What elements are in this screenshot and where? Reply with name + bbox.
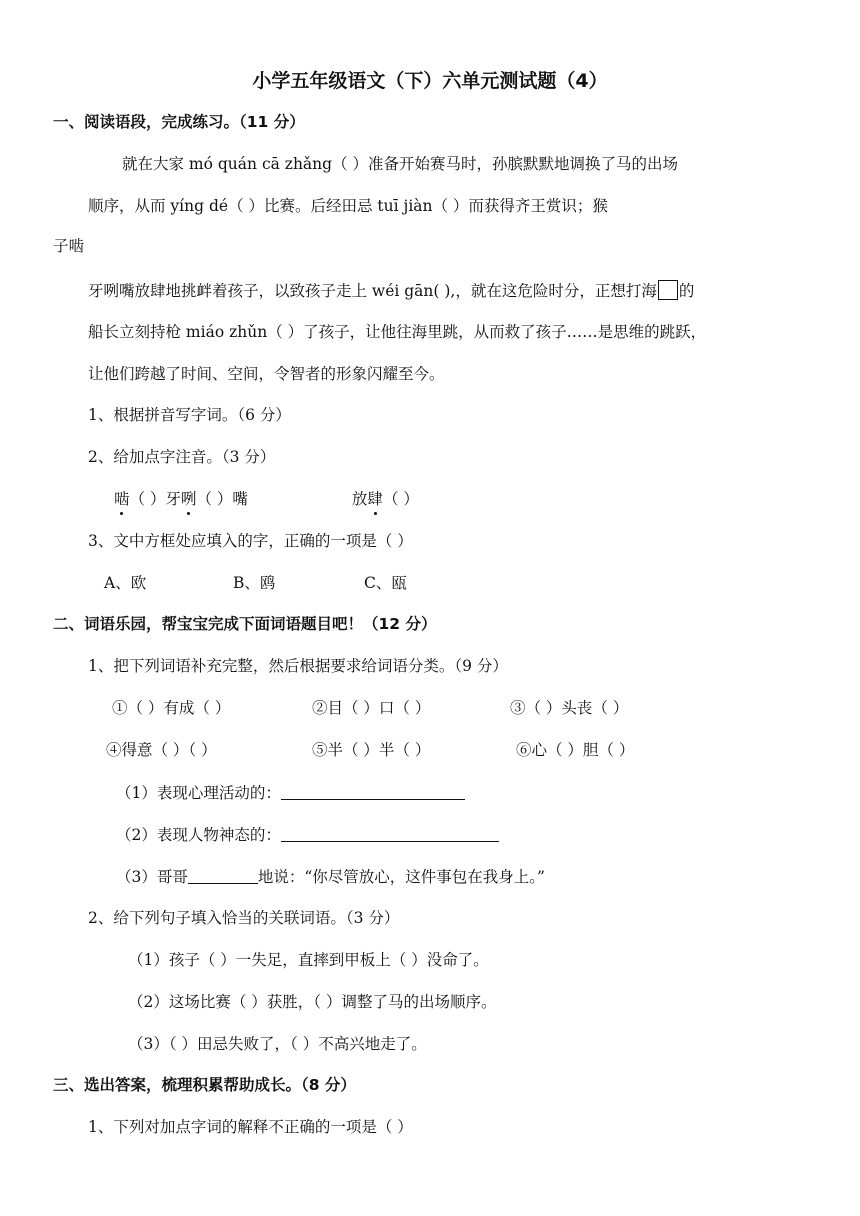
question-1-2: 2、给加点字注音。（3 分） <box>88 448 276 466</box>
page-title: 小学五年级语文（下）六单元测试题（4） <box>252 70 608 92</box>
category-1 <box>116 783 465 803</box>
category-2-label: （2）表现人物神态的： <box>116 826 281 844</box>
choice-a: A、欧 <box>104 574 147 592</box>
answer-line-3 <box>188 867 258 884</box>
sentence-2: （2）这场比赛（ ）获胜，（ ）调整了马的出场顺序。 <box>128 993 497 1011</box>
passage-line-4-text: 牙咧嘴放肆地挑衅着孩子，以致孩子走上 wéi gān( ),，就在这危险时分，正想打海 <box>88 282 657 300</box>
question-1-3: 3、文中方框处应填入的字，正确的一项是（ ） <box>88 532 413 550</box>
choice-b: B、鸥 <box>233 574 276 592</box>
pinyin-blank-3: （ ） <box>382 490 419 508</box>
passage-line-2: 顺序，从而 yíng dé（ ）比赛。后经田忌 tuī jiàn（ ）而获得齐王赏识；猴 <box>88 197 608 215</box>
category-3-text: 地说：“你尽管放心，这件事包在我身上。” <box>257 868 545 886</box>
idiom-6: ⑥心（ ）胆（ ） <box>516 741 635 759</box>
question-2-1: 1、把下列词语补充完整，然后根据要求给词语分类。（9 分） <box>88 657 508 675</box>
fill-in-box <box>658 280 678 300</box>
category-3-label: （3）哥哥 <box>116 868 188 886</box>
idiom-3: ③（ ）头丧（ ） <box>510 699 629 717</box>
answer-line-1 <box>281 783 465 800</box>
passage-line-1: 就在大家 mó quán cā zhǎng（ ）准备开始赛马时，孙膑默默地调换了马的出场 <box>122 155 679 173</box>
question-3-1: 1、下列对加点字词的解释不正确的一项是（ ） <box>88 1118 413 1136</box>
choice-c: C、瓯 <box>364 574 407 592</box>
passage-line-4-end: 的 <box>678 282 695 300</box>
section-1-heading: 一、阅读语段，完成练习。（11 分） <box>53 113 305 131</box>
sentence-1: （1）孩子（ ）一失足，直摔到甲板上（ ）没命了。 <box>128 951 489 969</box>
passage-line-4 <box>88 280 694 301</box>
category-2 <box>116 825 499 845</box>
idiom-5: ⑤半（ ）半（ ） <box>312 741 431 759</box>
question-1-1: 1、根据拼音写字词。（6 分） <box>88 406 291 424</box>
answer-line-2 <box>281 825 499 842</box>
section-3-heading: 三、选出答案，梳理积累帮助成长。（8 分） <box>53 1076 356 1094</box>
idiom-2: ②目（ ）口（ ） <box>312 699 431 717</box>
idiom-4: ④得意（ ）（ ） <box>106 741 217 759</box>
pinyin-answer-row <box>114 489 419 509</box>
passage-line-3: 子啮 <box>53 237 85 255</box>
sentence-3: （3）（ ）田忌失败了，（ ）不高兴地走了。 <box>128 1035 427 1053</box>
category-1-label: （1）表现心理活动的： <box>116 784 281 802</box>
pinyin-blank-2: （ ）嘴 <box>196 490 248 508</box>
pinyin-blank-1: （ ）牙 <box>129 490 181 508</box>
dotted-char-3: 肆 <box>367 490 383 508</box>
section-2-heading: 二、词语乐园，帮宝宝完成下面词语题目吧！（12 分） <box>53 615 437 633</box>
passage-line-6: 让他们跨越了时间、空间，令智者的形象闪耀至今。 <box>88 365 445 383</box>
word-start: 放 <box>351 490 368 508</box>
question-2-2: 2、给下列句子填入恰当的关联词语。（3 分） <box>88 909 400 927</box>
category-3 <box>116 867 545 887</box>
dotted-char-2: 咧 <box>180 490 197 508</box>
dotted-char-1: 啮 <box>114 490 130 508</box>
passage-line-5: 船长立刻持枪 miáo zhǔn（ ）了孩子，让他往海里跳，从而救了孩子……是思维的跳跃， <box>88 323 707 341</box>
idiom-1: ①（ ）有成（ ） <box>112 699 231 717</box>
